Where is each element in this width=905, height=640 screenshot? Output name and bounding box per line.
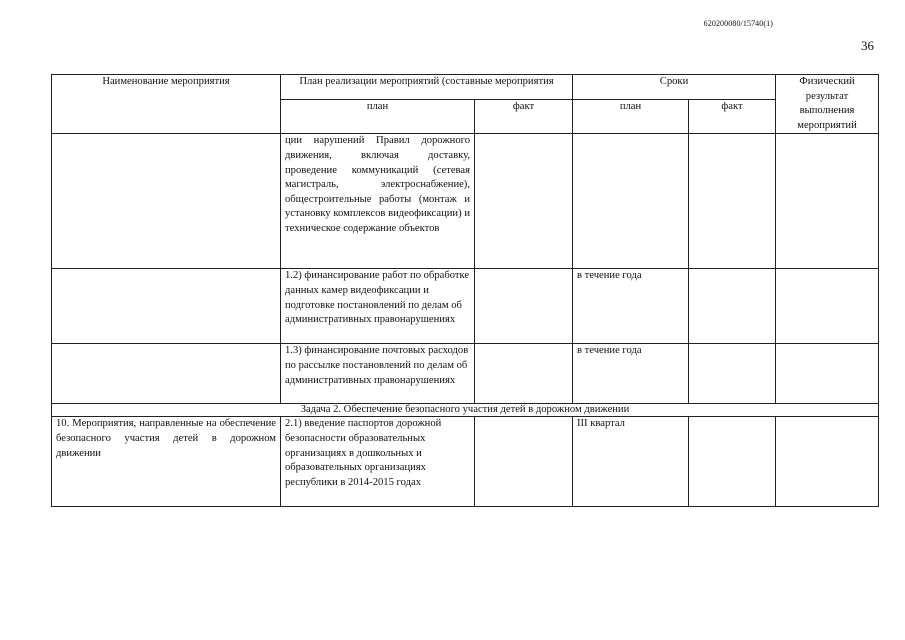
cell-term-plan [573,134,689,269]
cell-name [52,134,281,269]
cell-term-plan: III квартал [573,417,689,507]
cell-fact [475,269,573,344]
cell-plan: ции нарушений Правил дорожного движения, включая доставку, проведение коммуникаций (сетевая магистраль, электроснабжение), общестроительные работы (монтаж и установку комплексов видеофиксации) и техническое содержание объектов [281,134,475,269]
cell-fact [475,344,573,404]
cell-name [52,344,281,404]
document-code: 620200080/15740(1) [703,19,773,28]
cell-result [776,269,879,344]
task-row [52,404,879,417]
cell-plan: 1.2) финансирование работ по обработке данных камер видеофиксации и подготовке постановлений по делам об административных правонарушениях [281,269,475,344]
task-title: Задача 2. Обеспечение безопасного участия детей в дорожном движении [52,404,879,417]
table-row [52,134,879,269]
cell-term-plan: в течение года [573,269,689,344]
cell-fact [475,417,573,507]
cell-term-fact [689,417,776,507]
table-row [52,269,879,344]
header-plan-group: План реализации мероприятий (составные мероприятия [281,75,573,100]
cell-term-fact [689,344,776,404]
header-terms-plan: план [573,100,689,134]
cell-result [776,134,879,269]
table-row [52,344,879,404]
cell-result [776,344,879,404]
header-name: Наименование мероприятия [52,75,281,134]
header-plan: план [281,100,475,134]
cell-term-fact [689,269,776,344]
header-terms: Сроки [573,75,776,100]
cell-fact [475,134,573,269]
cell-name: 10. Мероприятия, направленные на обеспечение безопасного участия детей в дорожном движении [52,417,281,507]
cell-name [52,269,281,344]
page-number: 36 [861,38,874,53]
cell-result [776,417,879,507]
table-row [52,417,879,507]
measures-table [51,74,879,507]
header-result: Физический результат выполнения мероприятий [776,75,879,134]
header-terms-fact: факт [689,100,776,134]
header-row-1 [52,75,879,100]
cell-plan: 1.3) финансирование почтовых расходов по рассылке постановлений по делам об административных правонарушениях [281,344,475,404]
header-fact: факт [475,100,573,134]
cell-term-plan: в течение года [573,344,689,404]
cell-plan: 2.1) введение паспортов дорожной безопасности образовательных организациях в дошкольных и образовательных организациях республики в 2014-2015 годах [281,417,475,507]
cell-term-fact [689,134,776,269]
